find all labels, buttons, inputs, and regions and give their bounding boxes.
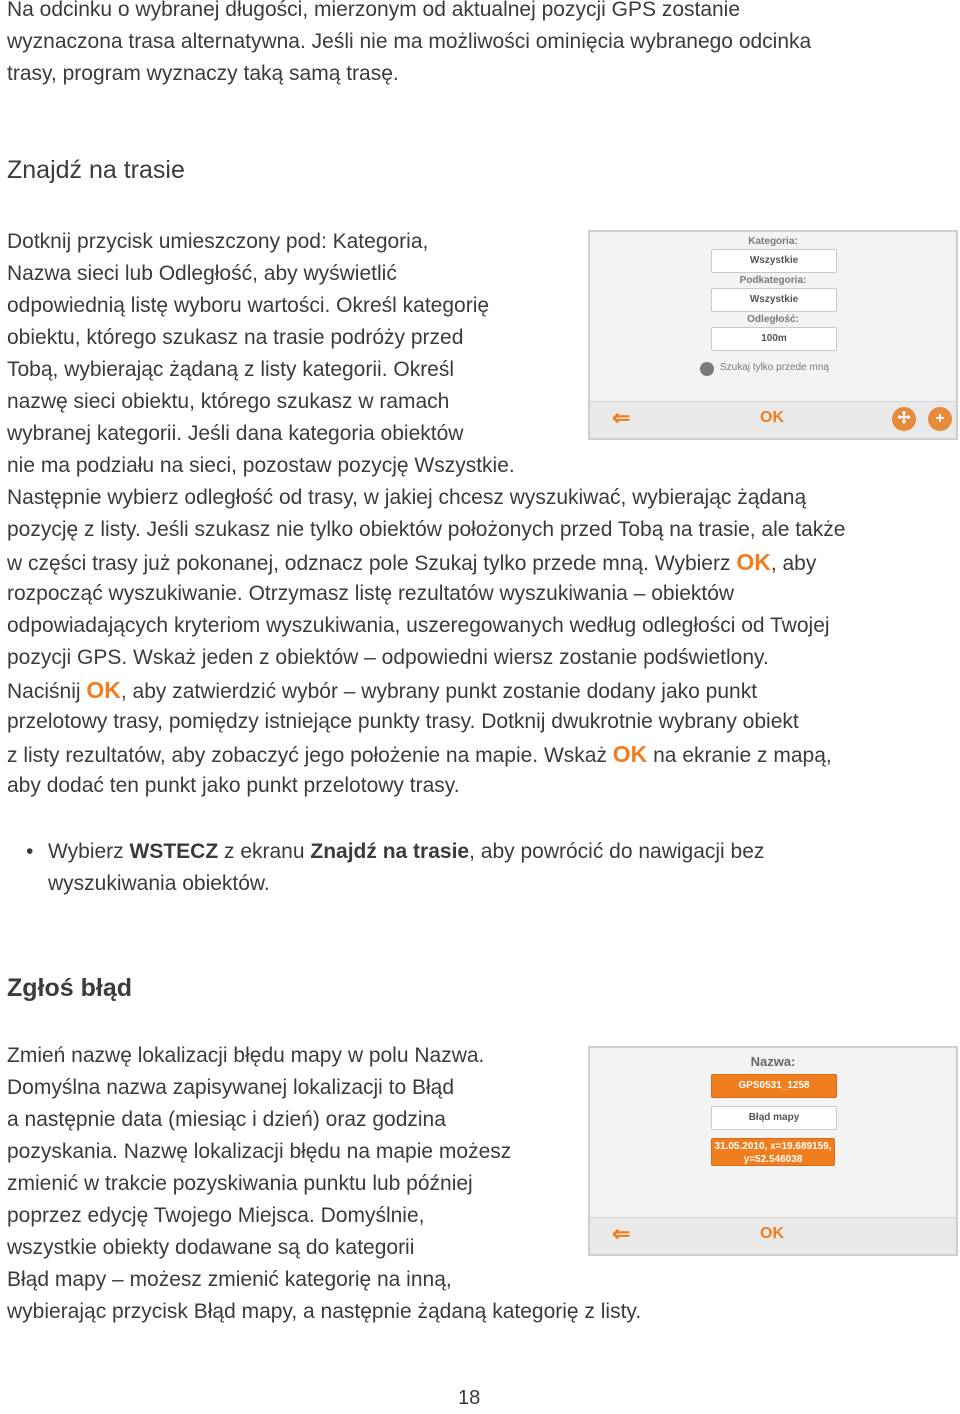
add-icon[interactable]: +	[928, 407, 952, 431]
ok-icon: OK	[736, 549, 771, 575]
podkategoria-button[interactable]: Wszystkie	[711, 288, 837, 312]
s2-line: Zmień nazwę lokalizacji błędu mapy w polu Nazwa.	[7, 1044, 485, 1067]
info-line-1: 31.05.2010, x=19.689159,	[714, 1141, 832, 1152]
section-title-zglos-blad: Zgłoś błąd	[7, 974, 132, 1002]
wstecz-label: WSTECZ	[129, 840, 219, 863]
text-span: w części trasy już pokonanej, odznacz pole Szukaj tylko przede mną. Wybierz	[7, 552, 737, 575]
bullet-dot: •	[26, 840, 34, 863]
s1-line: przelotowy trasy, pomiędzy istniejące punkty trasy. Dotknij dwukrotnie wybrany obiekt	[7, 710, 799, 733]
compass-icon[interactable]: ✢	[892, 407, 916, 431]
s2-line: poprzez edycję Twojego Miejsca. Domyślnie,	[7, 1204, 425, 1227]
text-span: , aby powrócić do nawigacji bez	[469, 840, 765, 863]
s2-line: Błąd mapy – możesz zmienić kategorię na inną,	[7, 1268, 452, 1291]
s2-line: zmienić w trakcie pozyskiwania punktu lub później	[7, 1172, 473, 1195]
back-arrow-icon[interactable]: ⇐	[612, 1221, 631, 1246]
s1-line: odpowiadających kryteriom wyszukiwania, uszeregowanych według odległości od Twojej	[7, 614, 830, 637]
s2-line: pozyskania. Nazwę lokalizacji błędu na mapie możesz	[7, 1140, 512, 1163]
search-ahead-checkbox[interactable]	[700, 362, 714, 376]
search-ahead-label: Szukaj tylko przede mną	[720, 362, 829, 373]
s1-line: Tobą, wybierając żądaną z listy kategorii. Określ	[7, 358, 455, 381]
nazwa-input[interactable]: GPS0531_1258	[711, 1074, 837, 1098]
text-span: Naciśnij	[7, 680, 87, 703]
label-odleglosc: Odległość:	[747, 314, 799, 325]
back-arrow-icon[interactable]: ⇐	[612, 405, 631, 430]
s2-line: Domyślna nazwa zapisywanej lokalizacji to Błąd	[7, 1076, 455, 1099]
s1-line-ok-3	[7, 738, 832, 772]
label-kategoria: Kategoria:	[748, 236, 798, 247]
s2-line: wybierając przycisk Błąd mapy, a następnie żądaną kategorię z listy.	[7, 1300, 642, 1323]
s1-line: wybranej kategorii. Jeśli dana kategoria obiektów	[7, 422, 464, 445]
text-span: z ekranu	[218, 840, 311, 863]
s1-line-ok-1	[7, 546, 816, 580]
page-number: 18	[458, 1387, 481, 1409]
s1-line: obiektu, którego szukasz na trasie podróży przed	[7, 326, 464, 349]
screen-zglos-blad	[588, 1046, 958, 1256]
toolbar	[590, 1217, 956, 1254]
s1-line: Następnie wybierz odległość od trasy, w jakiej chcesz wyszukiwać, wybierając żądaną	[7, 486, 807, 509]
s2-line: wszystkie obiekty dodawane są do kategorii	[7, 1236, 415, 1259]
ok-button[interactable]: OK	[760, 1225, 784, 1242]
s2-line: a następnie data (miesiąc i dzień) oraz godzina	[7, 1108, 446, 1131]
bullet-line-2: wyszukiwania obiektów.	[48, 872, 270, 895]
s1-line: pozycję z listy. Jeśli szukasz nie tylko obiektów położonych przed Tobą na trasie, ale także	[7, 518, 846, 541]
screen-znajdz-na-trasie	[588, 230, 958, 440]
text-span: , aby	[770, 552, 817, 575]
znajdz-label: Znajdź na trasie	[310, 840, 470, 863]
toolbar	[590, 401, 956, 438]
bullet-line-1	[48, 836, 764, 868]
s1-line: rozpocząć wyszukiwanie. Otrzymasz listę rezultatów wyszukiwania – obiektów	[7, 582, 735, 605]
info-line-2: y=52.546038	[743, 1154, 803, 1165]
text-span: z listy rezultatów, aby zobaczyć jego położenie na mapie. Wskaż	[7, 744, 613, 767]
s1-line-ok-2	[7, 674, 757, 708]
ok-icon: OK	[612, 741, 648, 767]
ok-button[interactable]: OK	[760, 409, 784, 426]
text-span: na ekranie z mapą,	[647, 744, 832, 767]
odleglosc-button[interactable]: 100m	[711, 327, 837, 351]
s1-line: odpowiednią listę wyboru wartości. Określ kategorię	[7, 294, 490, 317]
text-span: Wybierz	[48, 840, 130, 863]
intro-line-2: wyznaczona trasa alternatywna. Jeśli nie ma możliwości ominięcia wybranego odcinka	[7, 30, 812, 53]
label-nazwa: Nazwa:	[750, 1054, 796, 1069]
s1-line: Nazwa sieci lub Odległość, aby wyświetlić	[7, 262, 397, 285]
label-podkategoria: Podkategoria:	[739, 275, 807, 286]
section-title-znajdz: Znajdź na trasie	[7, 156, 185, 184]
intro-line-1: Na odcinku o wybranej długości, mierzonym od aktualnej pozycji GPS zostanie	[7, 0, 741, 21]
location-info	[711, 1138, 835, 1166]
blad-mapy-button[interactable]: Błąd mapy	[711, 1106, 837, 1130]
kategoria-button[interactable]: Wszystkie	[711, 249, 837, 273]
s1-line: nazwę sieci obiektu, którego szukasz w ramach	[7, 390, 450, 413]
s1-line: aby dodać ten punkt jako punkt przelotowy trasy.	[7, 774, 460, 797]
s1-line: pozycji GPS. Wskaż jeden z obiektów – odpowiedni wiersz zostanie podświetlony.	[7, 646, 769, 669]
text-span: , aby zatwierdzić wybór – wybrany punkt zostanie dodany jako punkt	[120, 680, 758, 703]
s1-line: nie ma podziału na sieci, pozostaw pozycję Wszystkie.	[7, 454, 515, 477]
s1-line: Dotknij przycisk umieszczony pod: Kategoria,	[7, 230, 429, 253]
ok-icon: OK	[86, 677, 121, 703]
intro-line-3: trasy, program wyznaczy taką samą trasę.	[7, 62, 399, 85]
